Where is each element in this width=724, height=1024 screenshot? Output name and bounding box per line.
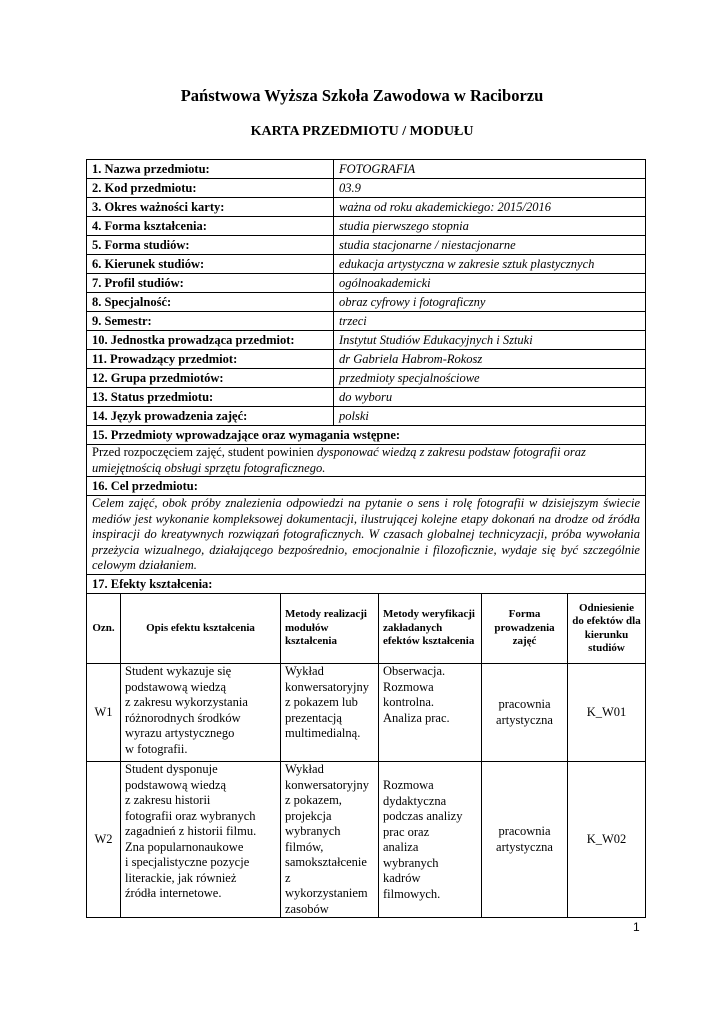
document-title: KARTA PRZEDMIOTU / MODUŁU bbox=[250, 124, 474, 139]
outcome-metody-realizacji bbox=[281, 664, 379, 762]
outcome-metody-weryfikacji-line: Obserwacja. bbox=[383, 664, 446, 678]
info-row bbox=[87, 388, 646, 407]
outcome-row bbox=[87, 664, 646, 762]
info-label: 1. Nazwa przedmiotu: bbox=[87, 160, 334, 179]
outcome-opis-line: źródła internetowe. bbox=[125, 886, 222, 900]
outcome-opis-line: z zakresu wykorzystania bbox=[125, 695, 248, 709]
outcome-forma-line: pracownia bbox=[498, 824, 551, 838]
outcome-metody-realizacji-line: Wykład bbox=[285, 664, 324, 678]
section-16-title-row bbox=[87, 477, 646, 496]
header-metody-weryfikacji: Metody weryfikacji zakładanych efektów kształcenia bbox=[379, 594, 482, 664]
info-row bbox=[87, 255, 646, 274]
info-row bbox=[87, 293, 646, 312]
outcome-opis-line: Student dysponuje bbox=[125, 762, 218, 776]
info-row bbox=[87, 198, 646, 217]
info-value: przedmioty specjalnościowe bbox=[334, 369, 646, 388]
section-15-text-row bbox=[87, 445, 646, 477]
outcome-opis-line: w fotografii. bbox=[125, 741, 188, 756]
info-row bbox=[87, 160, 646, 179]
outcome-metody-realizacji-line: samokształcenie bbox=[285, 855, 367, 869]
outcome-ozn: W2 bbox=[87, 762, 121, 918]
page-number: 1 bbox=[633, 920, 640, 934]
header-odniesienie: Odniesienie do efektów dla kierunku studiów bbox=[568, 594, 646, 664]
outcome-opis-line: literackie, jak również bbox=[125, 870, 237, 885]
info-label: 9. Semestr: bbox=[87, 312, 334, 331]
outcomes-header-row bbox=[87, 594, 646, 664]
outcome-metody-weryfikacji-line: dydaktyczna bbox=[383, 793, 447, 808]
outcome-opis-line: Zna popularnonaukowe bbox=[125, 839, 244, 854]
outcome-opis-line: wyrazu artystycznego bbox=[125, 726, 235, 740]
outcome-row bbox=[87, 762, 646, 918]
section-15-title: 15. Przedmioty wprowadzające oraz wymagania wstępne: bbox=[87, 426, 646, 445]
info-row bbox=[87, 312, 646, 331]
outcome-opis-line: zagadnień z historii filmu. bbox=[125, 824, 257, 838]
outcome-metody-realizacji-line: z pokazem lub bbox=[285, 695, 358, 709]
outcome-opis bbox=[121, 762, 281, 918]
outcome-metody-weryfikacji-line: podczas analizy bbox=[383, 809, 463, 823]
outcome-metody-realizacji-line: projekcja bbox=[285, 808, 332, 823]
info-label: 14. Język prowadzenia zajęć: bbox=[87, 407, 334, 426]
info-value: polski bbox=[334, 407, 646, 426]
outcome-metody-realizacji-line: z pokazem, bbox=[285, 793, 342, 807]
info-row bbox=[87, 274, 646, 293]
info-value: 03.9 bbox=[334, 179, 646, 198]
info-value: ważna od roku akademickiego: 2015/2016 bbox=[334, 198, 646, 217]
info-label: 4. Forma kształcenia: bbox=[87, 217, 334, 236]
outcome-metody-realizacji-line: Wykład bbox=[285, 762, 324, 776]
info-label: 13. Status przedmiotu: bbox=[87, 388, 334, 407]
info-value: studia pierwszego stopnia bbox=[334, 217, 646, 236]
outcome-opis-line: fotografii oraz wybranych bbox=[125, 808, 256, 823]
info-label: 7. Profil studiów: bbox=[87, 274, 334, 293]
header-opis: Opis efektu kształcenia bbox=[121, 594, 281, 664]
outcome-metody-weryfikacji-line: Rozmowa bbox=[383, 679, 434, 694]
info-label: 5. Forma studiów: bbox=[87, 236, 334, 255]
section-15-text-italic: dysponować wiedzą z zakresu podstaw fotografii oraz umiejętnością obsługi sprzętu fotograficznego. bbox=[92, 445, 586, 475]
header-metody-realizacji: Metody realizacji modułów kształcenia bbox=[281, 594, 379, 664]
info-label: 8. Specjalność: bbox=[87, 293, 334, 312]
section-15-title-row bbox=[87, 426, 646, 445]
header-forma: Forma prowadzenia zajęć bbox=[482, 594, 568, 664]
outcome-metody-weryfikacji-line: Analiza prac. bbox=[383, 710, 450, 725]
info-value: edukacja artystyczna w zakresie sztuk plastycznych bbox=[334, 255, 646, 274]
info-value: do wyboru bbox=[334, 388, 646, 407]
outcome-forma-line: pracownia bbox=[498, 697, 551, 711]
outcome-metody-weryfikacji-line: kontrolna. bbox=[383, 695, 435, 709]
info-label: 11. Prowadzący przedmiot: bbox=[87, 350, 334, 369]
info-value: dr Gabriela Habrom-Rokosz bbox=[334, 350, 646, 369]
section-17-title-row bbox=[87, 574, 646, 593]
outcome-odniesienie: K_W01 bbox=[568, 664, 646, 762]
header-ozn: Ozn. bbox=[87, 594, 121, 664]
info-label: 10. Jednostka prowadząca przedmiot: bbox=[87, 331, 334, 350]
info-value: studia stacjonarne / niestacjonarne bbox=[334, 236, 646, 255]
outcome-metody-realizacji-line: wykorzystaniem bbox=[285, 886, 368, 900]
info-value: ogólnoakademicki bbox=[334, 274, 646, 293]
outcome-opis-line: i specjalistyczne pozycje bbox=[125, 855, 250, 869]
info-row bbox=[87, 350, 646, 369]
section-17-title: 17. Efekty kształcenia: bbox=[87, 574, 646, 593]
outcome-metody-weryfikacji-line: wybranych bbox=[383, 855, 439, 870]
outcome-metody-realizacji-line: zasobów bbox=[285, 901, 329, 916]
info-row bbox=[87, 179, 646, 198]
info-value: Instytut Studiów Edukacyjnych i Sztuki bbox=[334, 331, 646, 350]
section-16-title: 16. Cel przedmiotu: bbox=[87, 477, 646, 496]
university-name: Państwowa Wyższa Szkoła Zawodowa w Raciborzu bbox=[180, 86, 544, 105]
outcome-metody-realizacji-line: filmów, bbox=[285, 839, 324, 854]
outcome-ozn: W1 bbox=[87, 664, 121, 762]
outcome-metody-realizacji-line: konwersatoryjny bbox=[285, 679, 370, 694]
outcome-metody-realizacji-line: multimedialną. bbox=[285, 726, 361, 740]
course-info-table bbox=[86, 159, 646, 594]
outcome-opis-line: różnorodnych środków bbox=[125, 710, 241, 725]
info-row bbox=[87, 407, 646, 426]
outcome-metody-realizacji bbox=[281, 762, 379, 918]
info-row bbox=[87, 236, 646, 255]
outcome-metody-weryfikacji-line: Rozmowa bbox=[383, 778, 434, 792]
info-value: obraz cyfrowy i fotograficzny bbox=[334, 293, 646, 312]
outcome-opis-line: z zakresu historii bbox=[125, 793, 211, 807]
outcome-opis bbox=[121, 664, 281, 762]
outcome-metody-weryfikacji bbox=[379, 762, 482, 918]
section-16-text-row bbox=[87, 496, 646, 575]
learning-outcomes-table bbox=[86, 593, 646, 918]
info-value: FOTOGRAFIA bbox=[334, 160, 646, 179]
outcome-metody-realizacji-line: prezentacją bbox=[285, 710, 342, 725]
info-label: 6. Kierunek studiów: bbox=[87, 255, 334, 274]
outcome-forma bbox=[482, 762, 568, 918]
outcome-odniesienie: K_W02 bbox=[568, 762, 646, 918]
outcome-forma-line: artystyczna bbox=[496, 839, 553, 854]
info-label: 3. Okres ważności karty: bbox=[87, 198, 334, 217]
section-15-text bbox=[87, 445, 646, 477]
outcomes-rows bbox=[87, 664, 646, 918]
info-label: 12. Grupa przedmiotów: bbox=[87, 369, 334, 388]
outcome-metody-weryfikacji-line: analiza bbox=[383, 840, 419, 854]
info-label: 2. Kod przedmiotu: bbox=[87, 179, 334, 198]
section-15-text-plain: Przed rozpoczęciem zajęć, student powinien bbox=[92, 445, 314, 459]
info-value: trzeci bbox=[334, 312, 646, 331]
section-16-text: Celem zajęć, obok próby znalezienia odpowiedzi na pytanie o sens i rolę fotografii w dzisiejszym świecie mediów jest wykonanie kompleksowej dokumentacji, ilustrującej kolejne etapy dokonań na drodze od źródła inspiracji do kreatywnych rozwiązań fotograficznych. W czasach globalnej technicyzacji, próba wywołania przeżycia wizualnego, działającego bezpośrednio, emocjonalnie i filozoficznie, wydaje się być szczególnie celowym działaniem. bbox=[87, 496, 646, 575]
outcome-forma-line: artystyczna bbox=[496, 712, 553, 727]
info-row bbox=[87, 217, 646, 236]
outcome-opis-line: Student wykazuje się bbox=[125, 664, 232, 678]
outcome-metody-weryfikacji-line: kadrów bbox=[383, 871, 421, 885]
info-row bbox=[87, 369, 646, 388]
course-info-body bbox=[87, 160, 646, 594]
info-row bbox=[87, 331, 646, 350]
outcome-metody-realizacji-line: konwersatoryjny bbox=[285, 777, 370, 792]
outcome-opis-line: podstawową wiedzą bbox=[125, 777, 227, 792]
outcome-metody-weryfikacji-line: filmowych. bbox=[383, 886, 441, 901]
outcome-metody-weryfikacji bbox=[379, 664, 482, 762]
outcome-metody-realizacji-line: wybranych bbox=[285, 824, 341, 838]
outcome-opis-line: podstawową wiedzą bbox=[125, 679, 227, 694]
outcome-forma bbox=[482, 664, 568, 762]
outcome-metody-realizacji-line: z bbox=[285, 870, 291, 885]
outcome-metody-weryfikacji-line: prac oraz bbox=[383, 824, 430, 839]
